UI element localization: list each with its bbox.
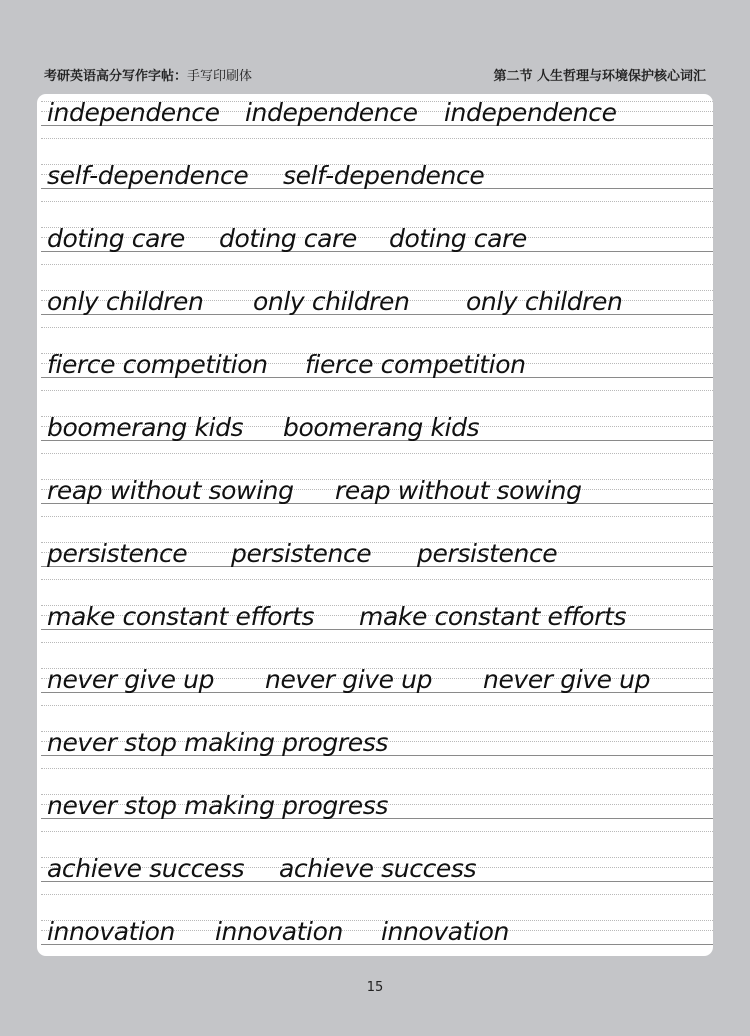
writing-row [37, 283, 713, 346]
practice-phrase: independence [47, 98, 220, 127]
writing-row [37, 913, 713, 956]
practice-phrase: reap without sowing [47, 476, 294, 505]
guide-line [41, 453, 713, 454]
practice-phrase: boomerang kids [283, 413, 480, 442]
practice-phrase: persistence [417, 539, 558, 568]
practice-phrase: persistence [231, 539, 372, 568]
guide-line [41, 327, 713, 328]
practice-phrase: never give up [47, 665, 215, 694]
book-title-sub: 手写印刷体 [187, 69, 253, 84]
book-title-main: 考研英语高分写作字帖： [44, 69, 188, 84]
practice-phrase: persistence [47, 539, 188, 568]
practice-phrase: never stop making progress [47, 791, 388, 820]
writing-row [37, 157, 713, 220]
practice-sheet [37, 94, 713, 956]
practice-phrase: only children [466, 287, 623, 316]
writing-row [37, 598, 713, 661]
writing-row [37, 94, 713, 157]
practice-phrase: never give up [483, 665, 651, 694]
book-title [44, 65, 252, 84]
practice-phrase: independence [245, 98, 418, 127]
practice-phrase: never stop making progress [47, 728, 388, 757]
practice-phrase: self-dependence [283, 161, 485, 190]
writing-row [37, 346, 713, 409]
guide-line [41, 201, 713, 202]
practice-phrase: only children [47, 287, 204, 316]
guide-line [41, 138, 713, 139]
writing-row [37, 787, 713, 850]
practice-phrase: self-dependence [47, 161, 249, 190]
practice-phrase: only children [253, 287, 410, 316]
guide-line [41, 516, 713, 517]
practice-phrase: doting care [389, 224, 527, 253]
writing-row [37, 724, 713, 787]
practice-phrase: doting care [47, 224, 185, 253]
practice-phrase: doting care [219, 224, 357, 253]
guide-line [41, 894, 713, 895]
writing-row [37, 220, 713, 283]
practice-phrase: innovation [47, 917, 175, 946]
practice-phrase: make constant efforts [47, 602, 315, 631]
guide-line [41, 264, 713, 265]
practice-phrase: achieve success [279, 854, 477, 883]
writing-row [37, 409, 713, 472]
guide-line [41, 768, 713, 769]
guide-line [41, 705, 713, 706]
practice-phrase: never give up [265, 665, 433, 694]
practice-phrase: make constant efforts [359, 602, 627, 631]
practice-phrase: innovation [215, 917, 343, 946]
practice-phrase: achieve success [47, 854, 245, 883]
guide-line [41, 390, 713, 391]
practice-phrase: boomerang kids [47, 413, 244, 442]
writing-row [37, 472, 713, 535]
section-title: 第二节 人生哲理与环境保护核心词汇 [493, 69, 706, 84]
practice-phrase: reap without sowing [335, 476, 582, 505]
practice-phrase: innovation [381, 917, 509, 946]
practice-phrase: independence [444, 98, 617, 127]
guide-line [41, 831, 713, 832]
guide-line [41, 642, 713, 643]
writing-row [37, 850, 713, 913]
guide-line [41, 579, 713, 580]
practice-phrase: fierce competition [47, 350, 268, 379]
practice-phrase: fierce competition [305, 350, 526, 379]
page-number: 15 [366, 980, 384, 995]
writing-row [37, 535, 713, 598]
writing-row [37, 661, 713, 724]
